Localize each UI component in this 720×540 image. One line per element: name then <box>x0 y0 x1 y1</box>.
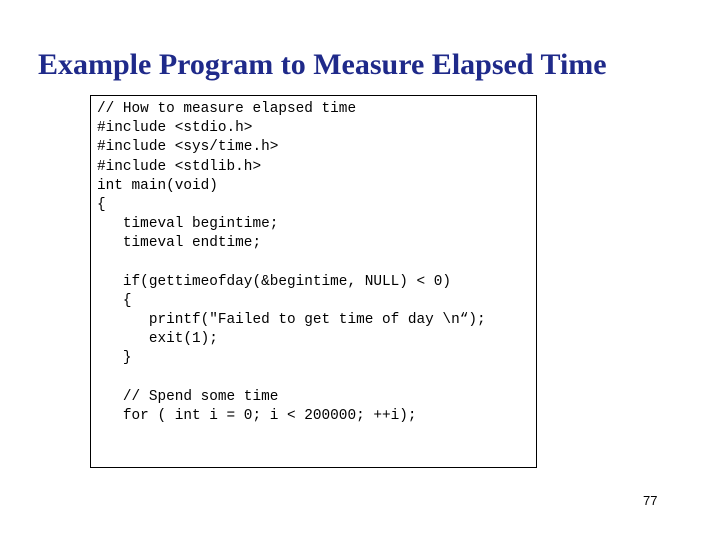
code-box <box>90 95 537 468</box>
code-listing <box>97 100 486 426</box>
code-line: } <box>97 350 132 367</box>
code-line: timeval endtime; <box>97 235 262 252</box>
slide-title: Example Program to Measure Elapsed Time <box>38 48 607 81</box>
code-line: // How to measure elapsed time <box>97 101 357 117</box>
code-line: { <box>97 292 132 309</box>
code-line: printf("Failed to get time of day \n“); <box>97 312 486 329</box>
code-line: exit(1); <box>97 331 218 348</box>
code-line: { <box>97 196 106 213</box>
page-number: 77 <box>643 493 658 508</box>
code-line: int main(void) <box>97 177 218 194</box>
code-line: if(gettimeofday(&begintime, NULL) < 0) <box>97 273 452 290</box>
code-line: #include <stdlib.h> <box>97 158 262 175</box>
code-line: #include <sys/time.h> <box>97 139 279 156</box>
code-line <box>97 369 486 388</box>
code-line: timeval begintime; <box>97 216 279 233</box>
code-line: #include <stdio.h> <box>97 120 253 137</box>
code-line: for ( int i = 0; i < 200000; ++i); <box>97 408 417 424</box>
code-line: // Spend some time <box>97 388 279 405</box>
code-line <box>97 254 486 273</box>
